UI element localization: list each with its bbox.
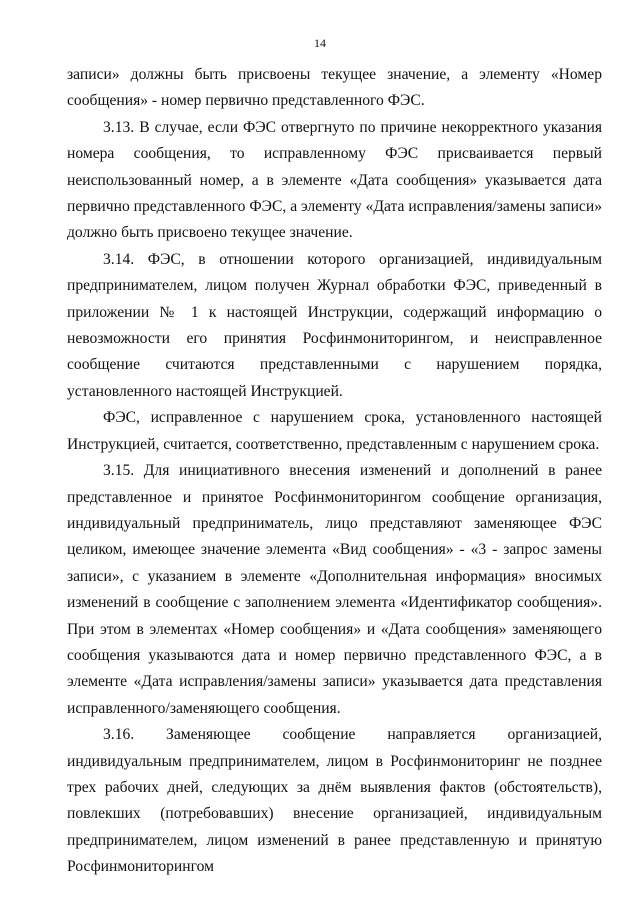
paragraph-3-15: 3.15. Для инициативного внесения изменений и дополнений в ранее представленное и принятое Росфинмониторингом сообщение организация, индивидуальный предприниматель, лицо представляют заменяющее ФЭС целиком, имеющее значение элемента «Вид сообщения» - «3 - запрос замены записи», с указанием в элементе «Дополнительная информация» вносимых изменений в сообщение с заполнением элемента «Идентификатор сообщения». При этом в элементах «Номер сообщения» и «Дата сообщения» заменяющего сообщения указываются дата и номер первично представленного ФЭС, а в элементе «Дата исправления/замены записи» указывается дата представления исправленного/заменяющего сообщения. bbox=[67, 462, 602, 717]
page-number: 14 bbox=[314, 36, 326, 50]
document-body bbox=[67, 62, 602, 881]
paragraph-3-16: 3.16. Заменяющее сообщение направляется организацией, индивидуальным предпринимателем, лицом в Росфинмониторинг не позднее трех рабочих дней, следующих за днём выявления фактов (обстоятельств), повлекших (потребовавших) внесение организацией, индивидуальным предпринимателем, лицом изменений в ранее представленную и принятую Росфинмониторингом bbox=[67, 726, 602, 876]
paragraph-continuation: записи» должны быть присвоены текущее значение, а элементу «Номер сообщения» - номер первично представленного ФЭС. bbox=[67, 66, 602, 110]
paragraph-3-13: 3.13. В случае, если ФЭС отвергнуто по причине некорректного указания номера сообщения, то исправленному ФЭС присваивается первый неиспользованный номер, а в элементе «Дата сообщения» указывается дата первично представленного ФЭС, а элементу «Дата исправления/замены записи» должно быть присвоено текущее значение. bbox=[67, 118, 602, 242]
paragraph-fes-late-correction: ФЭС, исправленное с нарушением срока, установленного настоящей Инструкцией, считается, соответственно, представленным с нарушением срока. bbox=[67, 409, 602, 453]
paragraph-3-14: 3.14. ФЭС, в отношении которого организацией, индивидуальным предпринимателем, лицом получен Журнал обработки ФЭС, приведенный в приложении № 1 к настоящей Инструкции, содержащий информацию о невозможности его принятия Росфинмониторингом, и неисправленное сообщение считаются представленными с нарушением порядка, установленного настоящей Инструкцией. bbox=[67, 250, 602, 400]
